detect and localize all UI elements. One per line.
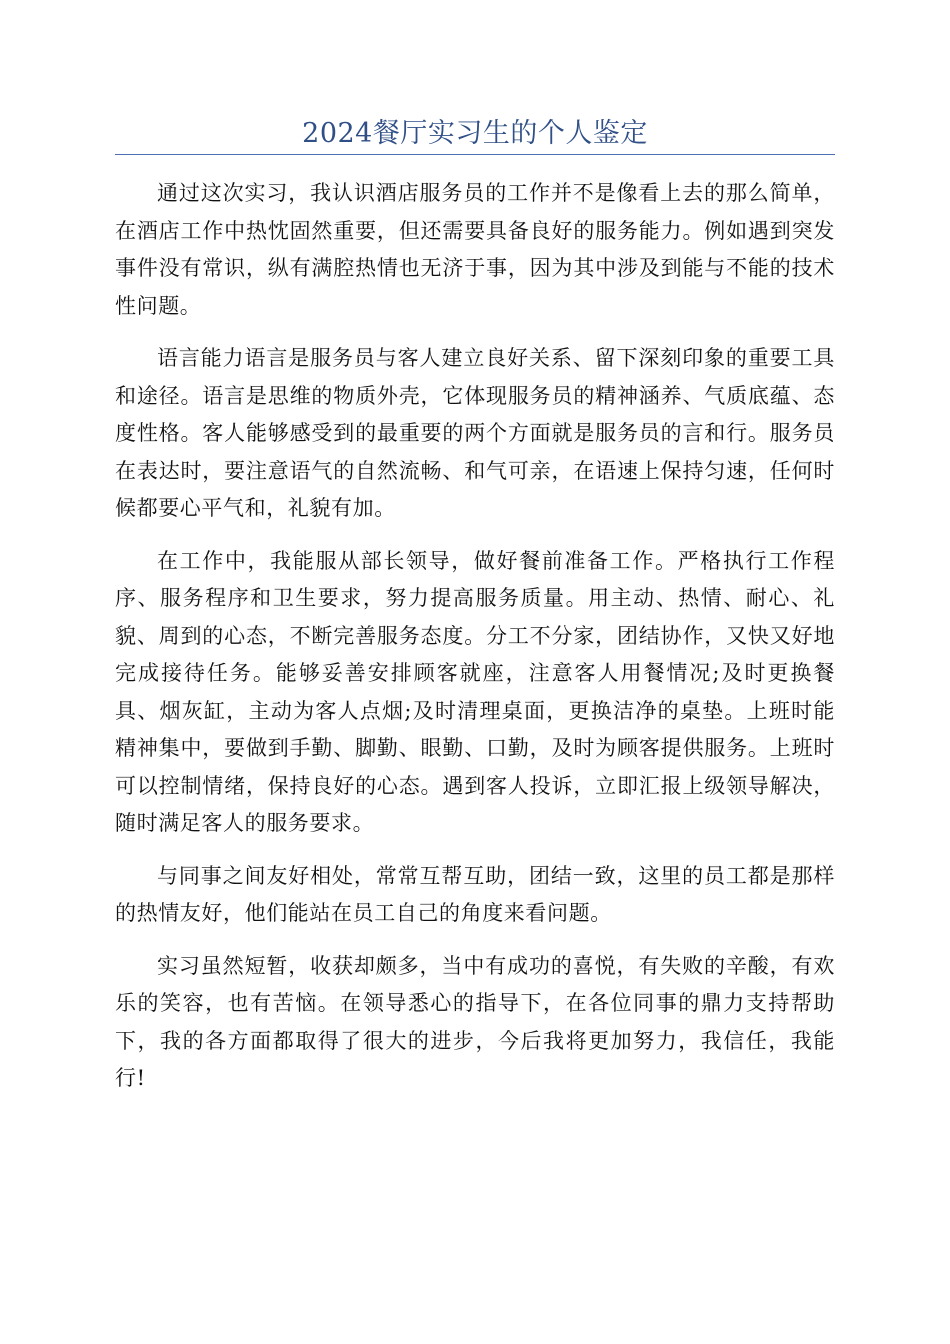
document-title: 2024餐厅实习生的个人鉴定	[302, 118, 648, 149]
title-underline	[115, 154, 835, 155]
document-body	[115, 175, 835, 1113]
paragraph-4: 与同事之间友好相处，常常互帮互助，团结一致，这里的员工都是那样的热情友好，他们能站在员工自己的角度来看问题。	[115, 863, 835, 925]
paragraph-5: 实习虽然短暂，收获却颇多，当中有成功的喜悦，有失败的辛酸，有欢乐的笑容，也有苦恼。在领导悉心的指导下，在各位同事的鼎力支持帮助下，我的各方面都取得了很大的进步，今后我将更加努力，我信任，我能行!	[115, 953, 835, 1090]
paragraph-2: 语言能力语言是服务员与客人建立良好关系、留下深刻印象的重要工具和途径。语言是思维的物质外壳，它体现服务员的精神涵养、气质底蕴、态度性格。客人能够感受到的最重要的两个方面就是服务员的言和行。服务员在表达时，要注意语气的自然流畅、和气可亲，在语速上保持匀速，任何时候都要心平气和，礼貌有加。	[115, 346, 835, 520]
paragraph-3: 在工作中，我能服从部长领导，做好餐前准备工作。严格执行工作程序、服务程序和卫生要求，努力提高服务质量。用主动、热情、耐心、礼貌、周到的心态，不断完善服务态度。分工不分家，团结协作，又快又好地完成接待任务。能够妥善安排顾客就座，注意客人用餐情况;及时更换餐具、烟灰缸，主动为客人点烟;及时清理桌面，更换洁净的桌垫。上班时能精神集中，要做到手勤、脚勤、眼勤、口勤，及时为顾客提供服务。上班时可以控制情绪，保持良好的心态。遇到客人投诉，立即汇报上级领导解决，随时满足客人的服务要求。	[115, 548, 835, 835]
paragraph-1: 通过这次实习，我认识酒店服务员的工作并不是像看上去的那么简单，在酒店工作中热忱固然重要，但还需要具备良好的服务能力。例如遇到突发事件没有常识，纵有满腔热情也无济于事，因为其中涉及到能与不能的技术性问题。	[115, 181, 835, 318]
